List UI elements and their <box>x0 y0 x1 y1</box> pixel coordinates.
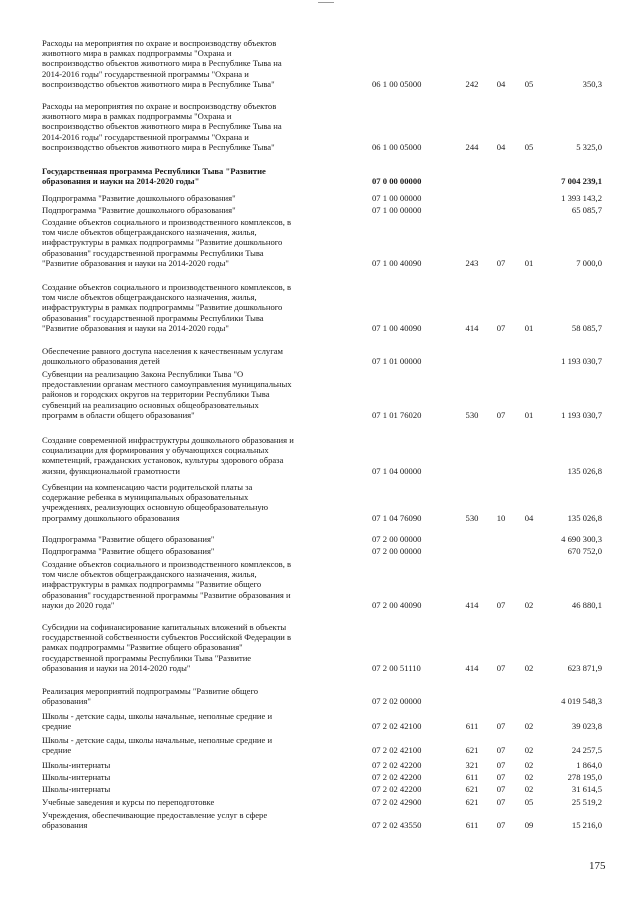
row-expense-type: 414 <box>465 322 479 333</box>
row-description: Подпрограмма "Развитие общего образования" <box>42 546 215 556</box>
row-subsection: 01 <box>524 322 534 333</box>
row-description: Школы - детские сады, школы начальные, неполные средние и средние <box>42 711 273 732</box>
row-expense-type: 243 <box>465 257 479 268</box>
row-subsection: 02 <box>524 745 534 756</box>
row-subsection: 09 <box>524 820 534 831</box>
row-description: Школы-интернаты <box>42 772 111 782</box>
row-expense-type: 611 <box>465 721 479 732</box>
row-description: Школы-интернаты <box>42 784 111 794</box>
row-section: 07 <box>496 760 506 770</box>
row-code: 07 2 02 00000 <box>372 696 422 707</box>
row-section: 07 <box>496 721 506 732</box>
row-code: 07 2 02 43550 <box>372 820 422 831</box>
row-amount: 4 019 548,3 <box>561 696 602 707</box>
row-amount: 58 085,7 <box>571 322 602 333</box>
row-section: 07 <box>496 409 506 420</box>
row-amount: 1 193 030,7 <box>561 409 602 420</box>
row-description: Реализация мероприятий подпрограммы "Развитие общего образования" <box>42 686 259 707</box>
row-description: Школы-интернаты <box>42 760 111 770</box>
row-code: 07 2 02 42200 <box>372 772 422 782</box>
page-number: 175 <box>589 860 606 872</box>
row-amount: 670 752,0 <box>567 546 602 556</box>
row-amount: 39 023,8 <box>571 721 602 732</box>
row-expense-type: 611 <box>465 820 479 831</box>
row-description: Подпрограмма "Развитие общего образования" <box>42 534 215 544</box>
row-description: Создание объектов социального и производственного комплексов, в том числе объектов общегражданского назначения, жилья, инфраструктуры в рамках подпрограммы "Развитие общего образования" государственной программы "Развитие образования и науки до 2020 года" <box>42 559 292 610</box>
row-section: 04 <box>496 141 506 152</box>
row-code: 07 1 00 40090 <box>372 322 422 333</box>
row-description: Государственная программа Республики Тыва "Развитие образования и науки на 2014-2020 годы" <box>42 166 266 187</box>
row-amount: 623 871,9 <box>567 662 602 673</box>
row-section: 07 <box>496 784 506 794</box>
row-section: 07 <box>496 797 506 807</box>
row-subsection: 05 <box>524 141 534 152</box>
row-code: 07 2 00 51110 <box>372 662 421 673</box>
row-section: 04 <box>496 78 506 89</box>
row-expense-type: 611 <box>465 772 479 782</box>
row-subsection: 05 <box>524 797 534 807</box>
row-description: Субвенции на компенсацию части родительской платы за содержание ребенка в муниципальных образовательных учреждениях, реализующих основную общеобразовательную программу дошкольного образования <box>42 482 269 523</box>
row-description: Создание объектов социального и производственного комплексов, в том числе объектов общегражданского назначения, жилья, инфраструктуры в рамках подпрограммы "Развитие дошкольного образования" государственной программы Республики Тыва "Развитие образования и науки на 2014-2020 годы" <box>42 282 292 333</box>
row-amount: 24 257,5 <box>571 745 602 756</box>
row-subsection: 02 <box>524 772 534 782</box>
row-description: Подпрограмма "Развитие дошкольного образования" <box>42 205 236 215</box>
row-description: Подпрограмма "Развитие дошкольного образования" <box>42 193 236 203</box>
row-code: 07 1 04 00000 <box>372 465 422 476</box>
row-code: 07 2 02 42200 <box>372 760 422 770</box>
row-amount: 278 195,0 <box>567 772 602 782</box>
row-description: Учебные заведения и курсы по переподготовке <box>42 797 215 807</box>
row-section: 07 <box>496 599 506 610</box>
row-amount: 4 690 300,3 <box>561 534 602 544</box>
row-description: Создание современной инфраструктуры дошкольного образования и социализации для формирования у обучающихся социальных компетенций, гражданских установок, культуры здорового образа жизни, функциональной грамотности <box>42 435 294 476</box>
row-description: Субсидии на софинансирование капитальных вложений в объекты государственной собственности субъектов Российской Федерации в рамках подпрограммы "Развитие общего образования" государственной программы Республики Тыва "Развитие образования и науки на 2014-2020 годы" <box>42 622 292 673</box>
row-code: 06 1 00 05000 <box>372 78 422 89</box>
row-amount: 135 026,8 <box>567 465 602 476</box>
row-section: 10 <box>496 512 506 523</box>
row-subsection: 02 <box>524 721 534 732</box>
row-amount: 350,3 <box>582 78 602 89</box>
row-subsection: 02 <box>524 662 534 673</box>
row-expense-type: 621 <box>465 745 479 756</box>
row-amount: 31 614,5 <box>571 784 602 794</box>
row-description: Расходы на мероприятия по охране и воспроизводству объектов животного мира в рамках подпрограммы "Охрана и воспроизводство объектов животного мира в Республике Тыва на 2014-2016 годы" государственной программы "Охрана и воспроизводство объектов животного мира в Республике Тыва" <box>42 38 282 89</box>
row-description: Создание объектов социального и производственного комплексов, в том числе объектов общегражданского назначения, жилья, инфраструктуры в рамках подпрограммы "Развитие дошкольного образования" государственной программы Республики Тыва "Развитие образования и науки на 2014-2020 годы" <box>42 217 292 268</box>
row-amount: 1 393 143,2 <box>561 193 602 203</box>
row-expense-type: 414 <box>465 599 479 610</box>
row-expense-type: 321 <box>465 760 479 770</box>
row-code: 07 2 02 42900 <box>372 797 422 807</box>
row-code: 07 1 04 76090 <box>372 512 422 523</box>
row-code: 07 2 00 40090 <box>372 599 422 610</box>
row-expense-type: 530 <box>465 409 479 420</box>
row-description: Расходы на мероприятия по охране и воспроизводству объектов животного мира в рамках подпрограммы "Охрана и воспроизводство объектов животного мира в Республике Тыва на 2014-2016 годы" государственной программы "Охрана и воспроизводство объектов животного мира в Республике Тыва" <box>42 101 282 152</box>
row-code: 07 2 02 42200 <box>372 784 422 794</box>
row-code: 07 1 01 76020 <box>372 409 422 420</box>
row-code: 07 1 00 00000 <box>372 205 422 215</box>
row-expense-type: 242 <box>465 78 479 89</box>
row-description: Субвенции на реализацию Закона Республики Тыва "О предоставлении органам местного самоуправления муниципальных районов и городских округов на территории Республики Тыва субвенций на реализацию основных общеобразовательных программ в области общего образования" <box>42 369 292 420</box>
row-expense-type: 621 <box>465 784 479 794</box>
row-code: 07 2 02 42100 <box>372 745 422 756</box>
row-code: 07 2 02 42100 <box>372 721 422 732</box>
row-expense-type: 530 <box>465 512 479 523</box>
row-section: 07 <box>496 322 506 333</box>
row-code: 07 1 01 00000 <box>372 356 422 367</box>
row-code: 07 2 00 00000 <box>372 534 422 544</box>
row-section: 07 <box>496 662 506 673</box>
row-expense-type: 621 <box>465 797 479 807</box>
row-subsection: 02 <box>524 599 534 610</box>
row-amount: 1 864,0 <box>576 760 602 770</box>
row-code: 06 1 00 05000 <box>372 141 422 152</box>
row-amount: 7 000,0 <box>576 257 602 268</box>
row-amount: 1 193 030,7 <box>561 356 602 367</box>
row-amount: 5 325,0 <box>576 141 602 152</box>
scan-mark <box>318 2 334 3</box>
row-section: 07 <box>496 745 506 756</box>
row-amount: 25 519,2 <box>571 797 602 807</box>
row-amount: 135 026,8 <box>567 512 602 523</box>
row-subsection: 02 <box>524 760 534 770</box>
row-subsection: 01 <box>524 409 534 420</box>
row-code: 07 1 00 00000 <box>372 193 422 203</box>
row-amount: 65 085,7 <box>571 205 602 215</box>
row-subsection: 01 <box>524 257 534 268</box>
row-subsection: 05 <box>524 78 534 89</box>
row-code: 07 2 00 00000 <box>372 546 422 556</box>
row-amount: 7 004 239,1 <box>561 176 602 187</box>
row-expense-type: 244 <box>465 141 479 152</box>
row-section: 07 <box>496 772 506 782</box>
row-section: 07 <box>496 820 506 831</box>
row-code: 07 0 00 00000 <box>372 176 422 187</box>
row-code: 07 1 00 40090 <box>372 257 422 268</box>
row-section: 07 <box>496 257 506 268</box>
row-amount: 46 880,1 <box>571 599 602 610</box>
row-amount: 15 216,0 <box>571 820 602 831</box>
row-expense-type: 414 <box>465 662 479 673</box>
row-subsection: 04 <box>524 512 534 523</box>
row-description: Учреждения, обеспечивающие предоставление услуг в сфере образования <box>42 810 268 831</box>
row-subsection: 02 <box>524 784 534 794</box>
row-description: Школы - детские сады, школы начальные, неполные средние и средние <box>42 735 273 756</box>
row-description: Обеспечение равного доступа населения к качественным услугам дошкольного образования детей <box>42 346 283 367</box>
